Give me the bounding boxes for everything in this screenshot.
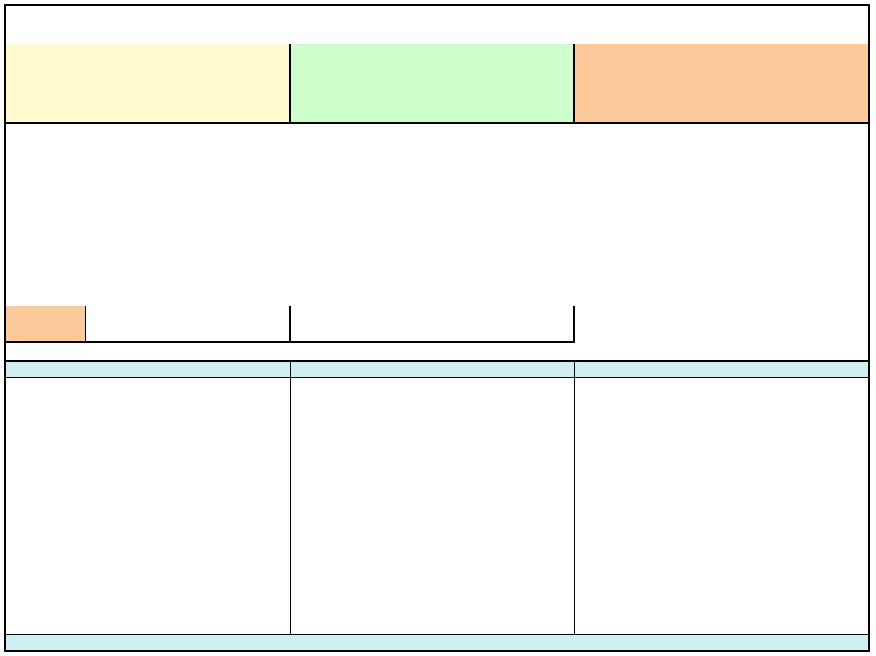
regular-day-header xyxy=(6,44,291,124)
page-title xyxy=(6,6,868,46)
a-lunch-list xyxy=(6,378,291,634)
advisory-label xyxy=(6,306,86,341)
schedule-sheet xyxy=(4,4,870,652)
advisory-time-cell xyxy=(86,306,289,341)
b-lunch-heading xyxy=(291,362,575,378)
b-lunch-list xyxy=(291,378,575,634)
c-lunch-list xyxy=(575,378,868,634)
wednesday-header xyxy=(291,44,575,124)
spacer-row xyxy=(6,343,868,362)
advisory-rotation-header xyxy=(575,44,868,124)
c-lunch-heading xyxy=(575,362,868,378)
fifth-hour-plan xyxy=(6,634,868,650)
wednesday-no-advisory xyxy=(291,306,575,343)
regular-advisory-row xyxy=(6,306,291,343)
a-lunch-heading xyxy=(6,362,291,378)
